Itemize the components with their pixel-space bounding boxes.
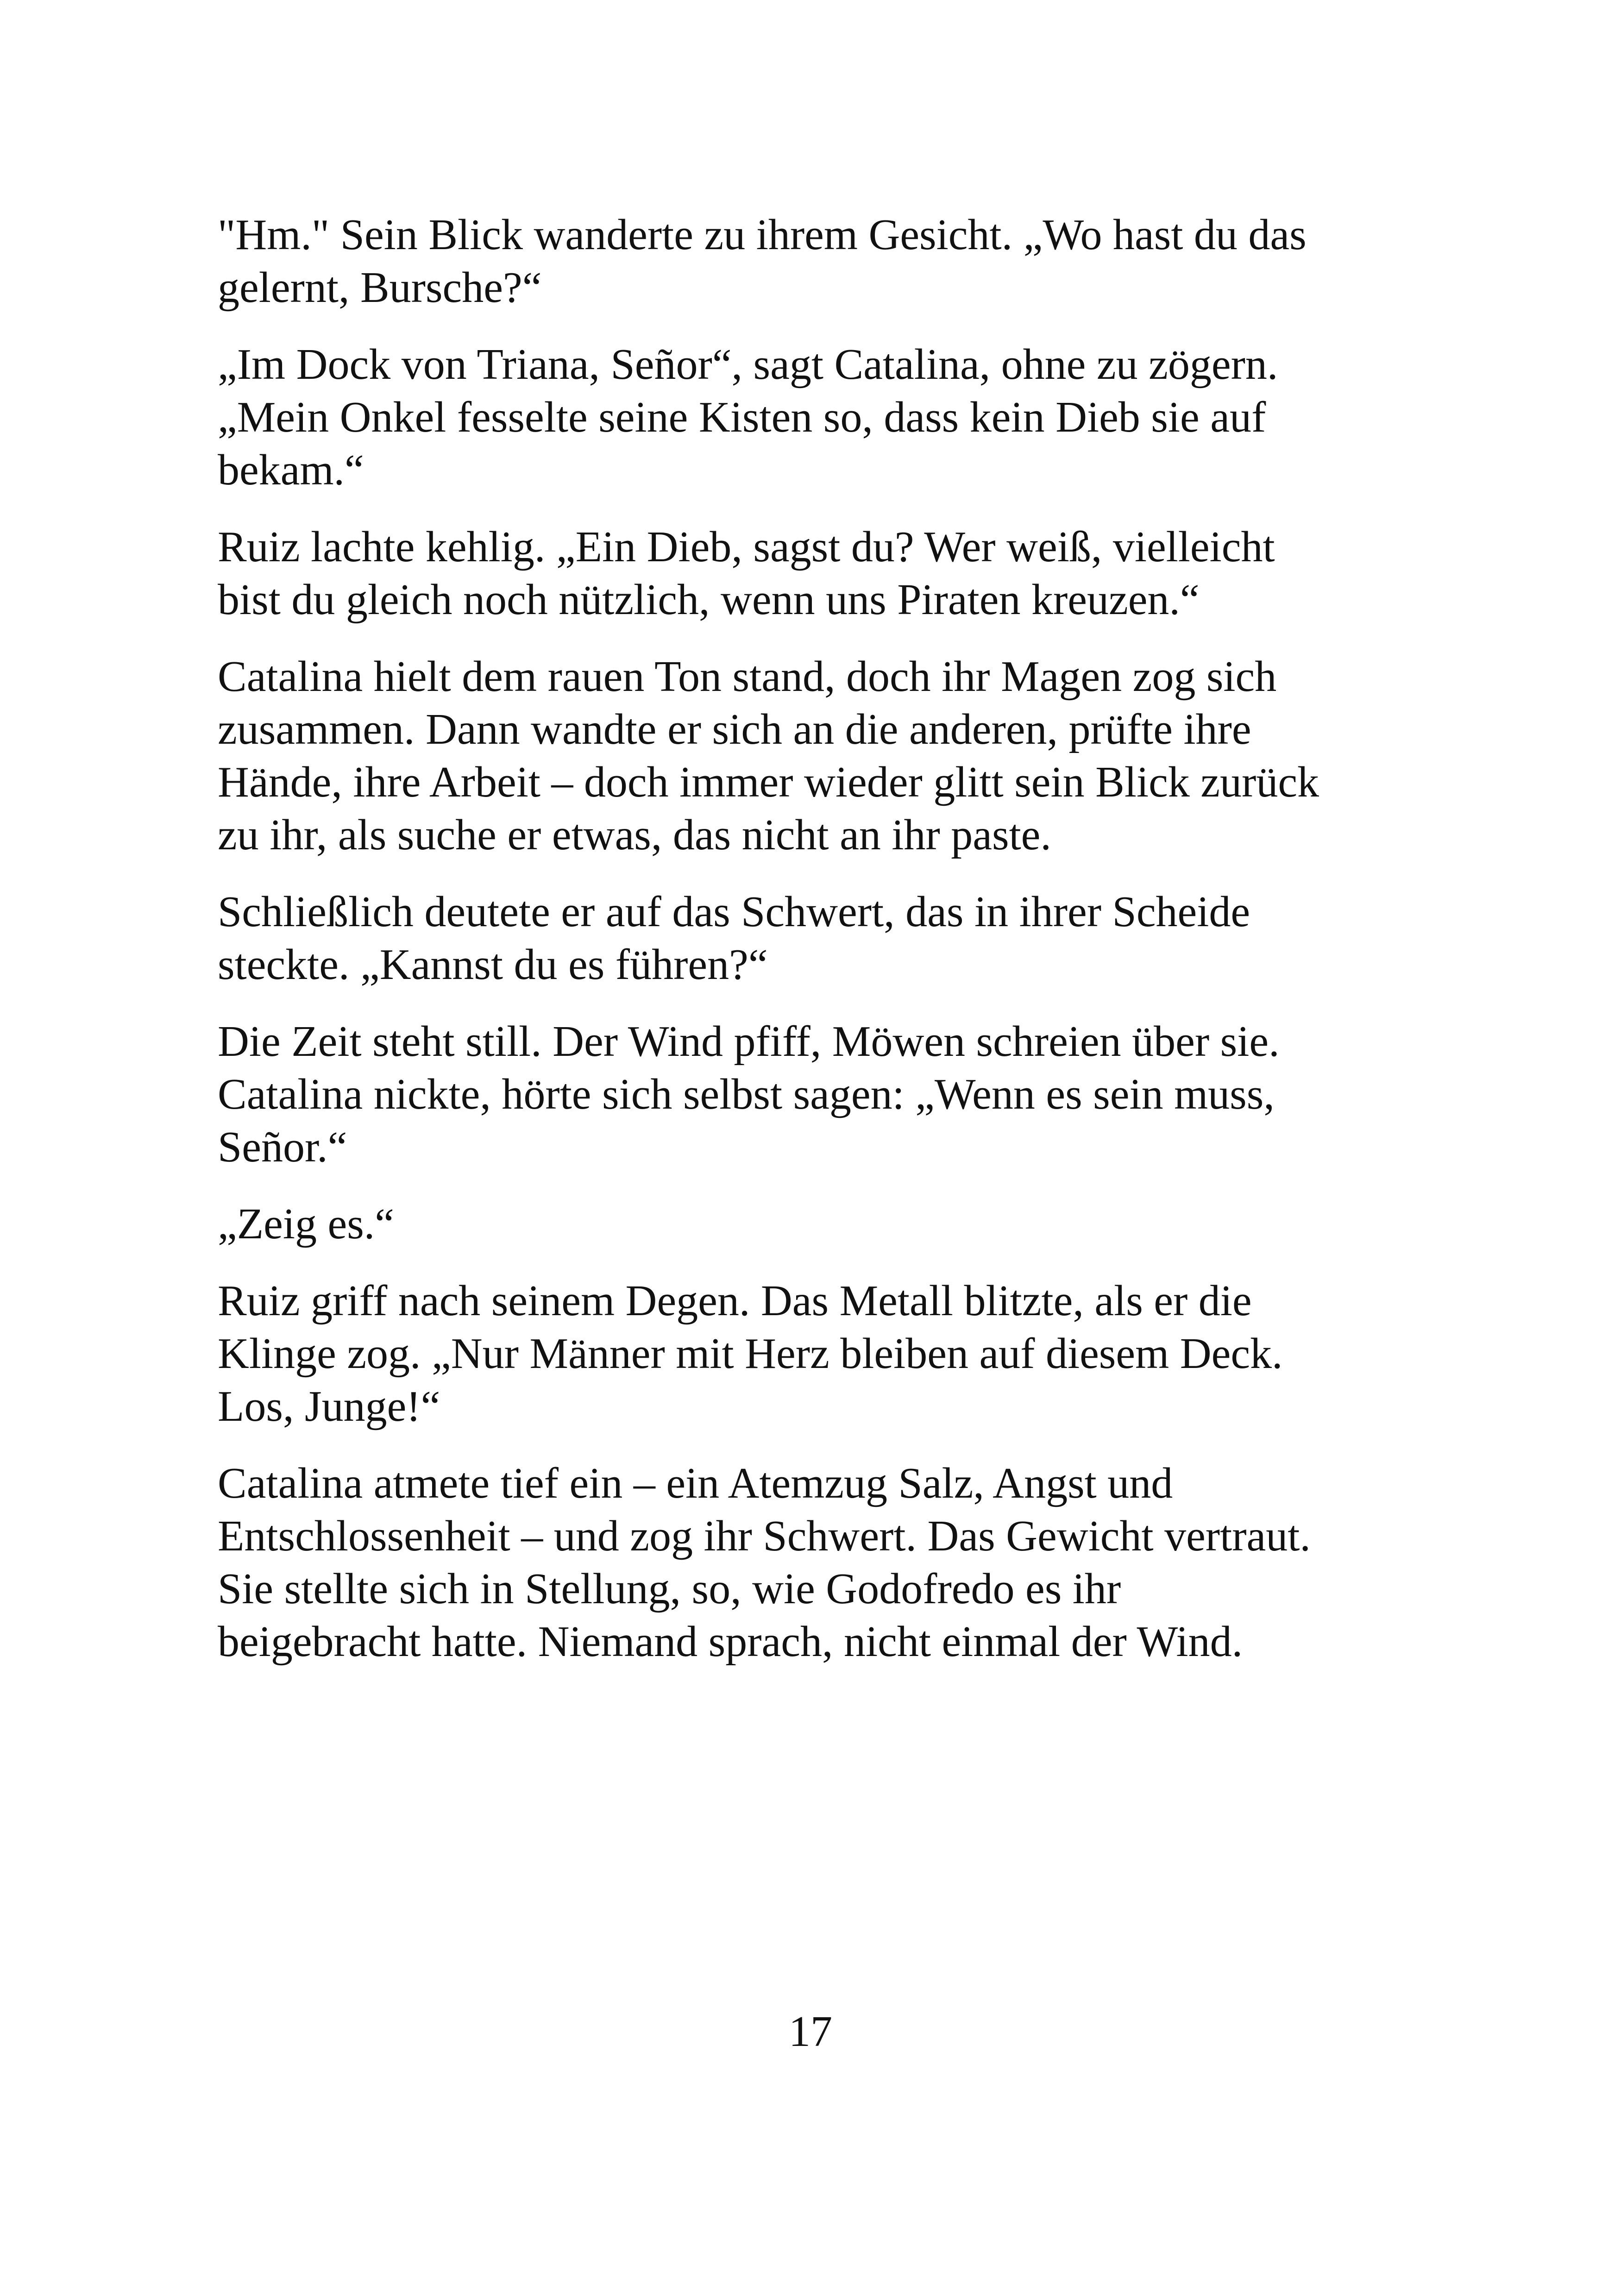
text-line: steckte. „Kannst du es führen?“ [218, 941, 768, 989]
text-line: zu ihr, als suche er etwas, das nicht an ihr paste. [218, 811, 1051, 859]
text-line: „Mein Onkel fesselte seine Kisten so, dass kein Dieb sie auf [218, 393, 1266, 441]
paragraph-8 [218, 1274, 1403, 1433]
body-text [218, 208, 1403, 1692]
text-line: Los, Junge!“ [218, 1382, 440, 1430]
text-line: Catalina atmete tief ein – ein Atemzug Salz, Angst und [218, 1459, 1173, 1507]
text-line: „Zeig es.“ [218, 1200, 395, 1248]
text-line: Hände, ihre Arbeit – doch immer wieder glitt sein Blick zurück [218, 758, 1319, 806]
text-line: bist du gleich noch nützlich, wenn uns Piraten kreuzen.“ [218, 576, 1200, 624]
text-line: Catalina hielt dem rauen Ton stand, doch ihr Magen zog sich [218, 652, 1277, 701]
text-line: gelernt, Bursche?“ [218, 263, 542, 312]
paragraph-5 [218, 885, 1403, 991]
text-line: „Im Dock von Triana, Señor“, sagt Catalina, ohne zu zögern. [218, 340, 1278, 389]
text-line: zusammen. Dann wandte er sich an die anderen, prüfte ihre [218, 705, 1251, 753]
paragraph-6 [218, 1015, 1403, 1173]
text-line: Catalina nickte, hörte sich selbst sagen: „Wenn es sein muss, [218, 1070, 1275, 1118]
paragraph-4 [218, 650, 1403, 861]
text-line: Ruiz griff nach seinem Degen. Das Metall blitzte, als er die [218, 1277, 1252, 1325]
text-line: Sie stellte sich in Stellung, so, wie Godofredo es ihr [218, 1565, 1121, 1613]
text-line: Schließlich deutete er auf das Schwert, das in ihrer Scheide [218, 888, 1250, 936]
text-line: Entschlossenheit – und zog ihr Schwert. Das Gewicht vertraut. [218, 1512, 1311, 1560]
paragraph-2 [218, 338, 1403, 496]
text-line: Ruiz lachte kehlig. „Ein Dieb, sagst du? Wer weiß, vielleicht [218, 523, 1275, 571]
page-number: 17 [789, 2007, 832, 2056]
text-line: Die Zeit steht still. Der Wind pfiff, Möwen schreien über sie. [218, 1017, 1280, 1066]
text-line: Klinge zog. „Nur Männer mit Herz bleiben auf diesem Deck. [218, 1330, 1283, 1378]
text-line: bekam.“ [218, 446, 364, 494]
paragraph-9 [218, 1457, 1403, 1668]
text-line: "Hm." Sein Blick wanderte zu ihrem Gesicht. „Wo hast du das [218, 211, 1307, 259]
paragraph-7 [218, 1198, 1403, 1250]
text-line: Señor.“ [218, 1123, 347, 1171]
paragraph-3 [218, 521, 1403, 626]
text-line: beigebracht hatte. Niemand sprach, nicht einmal der Wind. [218, 1618, 1243, 1666]
paragraph-1 [218, 208, 1403, 314]
